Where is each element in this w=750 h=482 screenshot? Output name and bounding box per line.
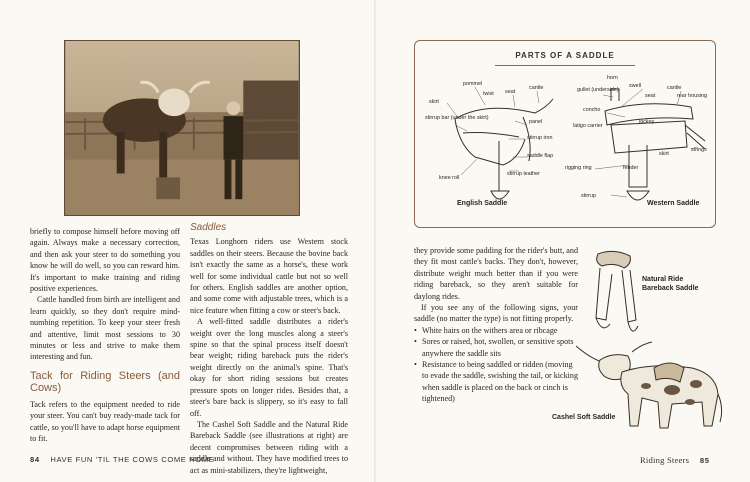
- body-paragraph: The Cashel Soft Saddle and the Natural Ride Bareback Saddle (see illustrations at right) are decent compromises between riding with a saddle and without. They have modified trees to act as mini-stabilizers, they're lightweight,: [190, 419, 348, 475]
- label-knee-roll: knee roll: [439, 175, 460, 181]
- label-jockey: jockey: [639, 119, 655, 125]
- label-concho: concho: [583, 107, 601, 113]
- left-column-1: [30, 226, 180, 445]
- page-number-right: 85: [699, 456, 710, 465]
- body-paragraph: Texas Longhorn riders use Western stock saddles on their steers. Because the bovine back isn't exactly the same as a horse's, these work well for some individual cattle but not so well for others. English saddles are another option, and some come with adjustable trees, which is a nice feature when fitting a cow or steer's back.: [190, 237, 348, 315]
- list-item: • White hairs on the withers area or ribcage: [414, 325, 578, 336]
- body-paragraph: Cattle handled from birth are intelligent and learn quickly, so they don't require mind-numbing repetition. To keep your steer fresh and attentive, limit most sessions to 30 minutes or less and strive to make them interesting and fun.: [30, 295, 180, 362]
- label-gullet: gullet (underside): [577, 87, 619, 93]
- label-swell: swell: [629, 83, 641, 89]
- label-panel: panel: [529, 119, 543, 125]
- label-seat: seat: [505, 89, 516, 95]
- label-strings: strings: [691, 147, 707, 153]
- label-skirt-western: skirt: [659, 151, 669, 157]
- saddle-diagrams: [415, 41, 717, 229]
- body-paragraph: If you see any of the following signs, your saddle (no matter the type) is not fitting properly.: [414, 303, 578, 324]
- list-item: • Resistance to being saddled or ridden (moving to evade the saddle, swishing the tail, or kicking when saddle is placed on the back or cinch is tightened): [414, 359, 578, 405]
- list-item: • Sores or raised, hot, swollen, or sensitive spots anywhere the saddle sits: [414, 336, 578, 359]
- figure-title: PARTS OF A SADDLE: [515, 51, 615, 60]
- left-column-2: [190, 222, 348, 476]
- section-heading-tack: Tack for Riding Steers (and Cows): [30, 369, 180, 395]
- label-stirrup-western: stirrup: [581, 193, 596, 199]
- body-paragraph: they provide some padding for the rider's butt, and they fit most cattle's backs. They don't, however, distribute weight much better than if you were riding bareback, so they aren't suitable for daylong rides.: [414, 246, 578, 301]
- label-fender: fender: [623, 165, 639, 171]
- label-saddle-flap: saddle flap: [527, 153, 554, 159]
- fit-signs-list: [414, 325, 578, 405]
- label-cantle-western: cantle: [667, 85, 682, 91]
- subheading-saddles: Saddles: [190, 222, 227, 233]
- vintage-photo-man-with-steer: [64, 40, 300, 216]
- western-saddle-drawing: [605, 89, 705, 200]
- english-saddle-drawing: [455, 99, 553, 199]
- caption-cashel-saddle: Cashel Soft Saddle: [552, 414, 616, 421]
- page-gutter: [374, 0, 376, 482]
- caption-english-saddle: English Saddle: [457, 200, 508, 207]
- page-number-left: 84: [30, 455, 40, 464]
- body-paragraph: briefly to compose himself before moving off again. Always make a necessary correction, and then ask your steer to do something you know he will do well, so you can reward him. It's important to make training and riding positive experiences.: [30, 227, 180, 294]
- label-seat-western: seat: [645, 93, 656, 99]
- label-rigging-ring: rigging ring: [565, 165, 592, 171]
- left-footer: [30, 455, 214, 464]
- right-footer: [640, 455, 710, 465]
- caption-bareback-saddle: Natural Ride Bareback Saddle: [642, 276, 699, 292]
- label-rear-housing: rear housing: [677, 93, 707, 99]
- label-cantle: cantle: [529, 85, 544, 91]
- photo-illustration: [65, 41, 299, 215]
- label-stirrup-leather: stirrup leather: [507, 171, 540, 177]
- label-stirrup-iron: stirrup iron: [527, 135, 553, 141]
- running-head-left: HAVE FUN 'TIL THE COWS COME HOME: [50, 455, 215, 464]
- body-paragraph: A well-fitted saddle distributes a rider's weight over the long muscles along a steer's spine so that the spinal process itself doesn't bear weight; riding bareback puts the rider's weight directly on the animal's spine. That's okay for short riding sessions but creates pressure spots on longer rides. Besides that, a steer's bare back is slippery, so it's easy to fall off.: [190, 317, 348, 418]
- label-pommel: pommel: [463, 81, 483, 87]
- label-skirt: skirt: [429, 99, 439, 105]
- bareback-saddle-illustration: [584, 248, 644, 344]
- label-stirrup-bar: stirrup bar (under the skirt): [425, 115, 489, 121]
- label-latigo-carrier: latigo carrier: [573, 123, 603, 129]
- caption-western-saddle: Western Saddle: [647, 200, 700, 207]
- right-column: [414, 245, 578, 405]
- body-paragraph: Tack refers to the equipment needed to ride your steer. You can't buy ready-made tack for cattle, so you'll have to adapt horse equipment to fit.: [30, 399, 180, 444]
- running-head-right: Riding Steers: [640, 455, 690, 465]
- label-horn: horn: [607, 75, 618, 81]
- label-twist: twist: [483, 91, 494, 97]
- parts-of-a-saddle-figure: [414, 40, 716, 228]
